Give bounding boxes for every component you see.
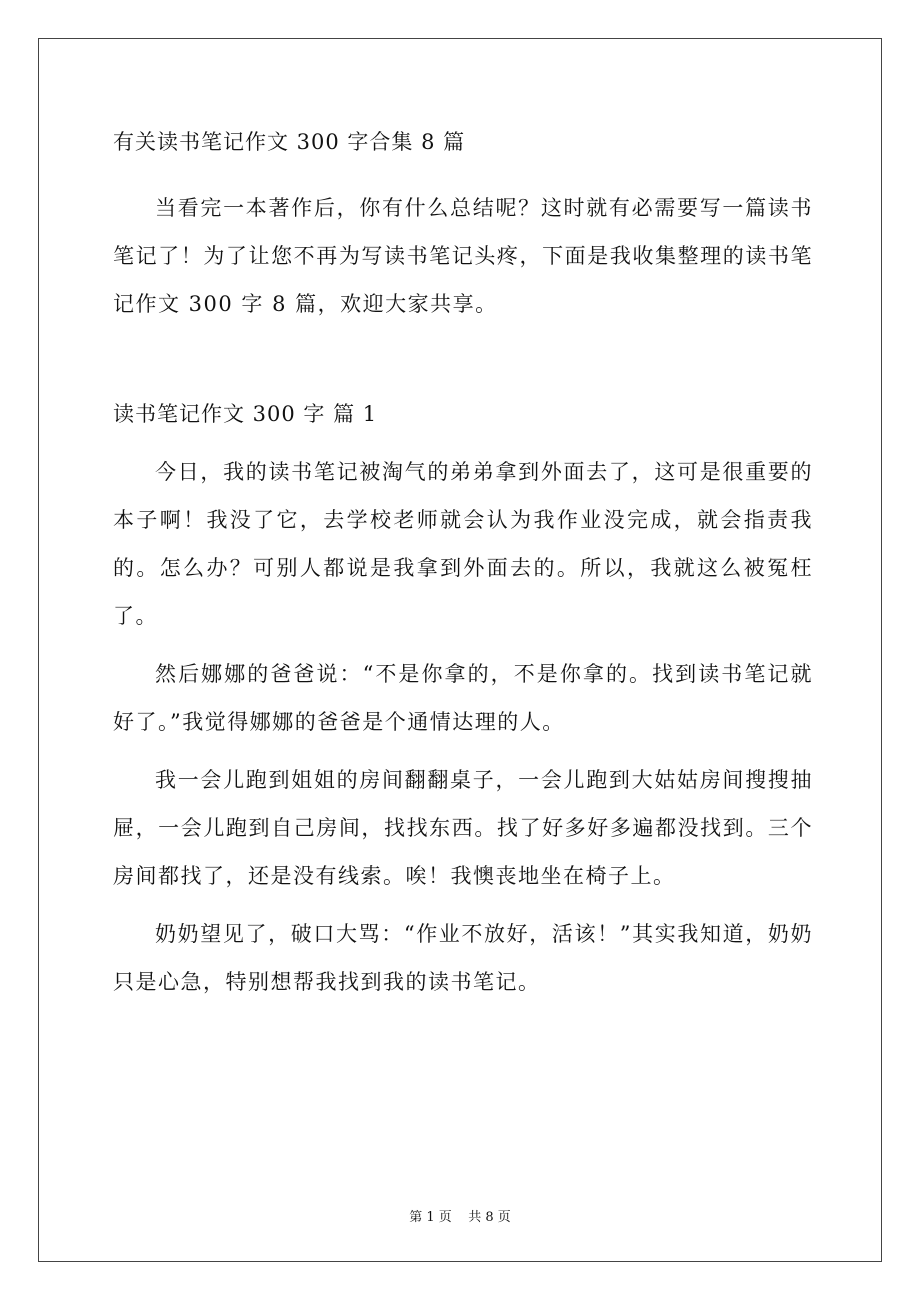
intro-paragraph: 当看完一本著作后，你有什么总结呢？这时就有必需要写一篇读书笔记了！为了让您不再为写读书笔记头疼，下面是我收集整理的读书笔记作文 300 字 8 篇，欢迎大家共享。 bbox=[113, 196, 813, 316]
section-heading: 读书笔记作文 300 字 篇 1 bbox=[113, 402, 378, 426]
body-paragraph: 我一会儿跑到姐姐的房间翻翻桌子，一会儿跑到大姑姑房间搜搜抽屉，一会儿跑到自己房间，找找东西。找了好多好多遍都没找到。三个房间都找了，还是没有线索。唉！我懊丧地坐在椅子上。 bbox=[113, 768, 813, 888]
body-paragraph: 然后娜娜的爸爸说：“不是你拿的，不是你拿的。找到读书笔记就好了。”我觉得娜娜的爸爸是个通情达理的人。 bbox=[113, 662, 813, 734]
page-number-footer: 第 1 页 共 8 页 bbox=[409, 1210, 511, 1225]
body-paragraph: 奶奶望见了，破口大骂：“作业不放好，活该！”其实我知道，奶奶只是心急，特别想帮我找到我的读书笔记。 bbox=[113, 922, 813, 994]
document-body bbox=[113, 118, 813, 1006]
document-title: 有关读书笔记作文 300 字合集 8 篇 bbox=[113, 130, 466, 154]
body-paragraph: 今日，我的读书笔记被淘气的弟弟拿到外面去了，这可是很重要的本子啊！我没了它，去学校老师就会认为我作业没完成，就会指责我的。怎么办？可别人都说是我拿到外面去的。所以，我就这么被冤枉了。 bbox=[113, 460, 813, 628]
section-body bbox=[113, 448, 813, 1006]
